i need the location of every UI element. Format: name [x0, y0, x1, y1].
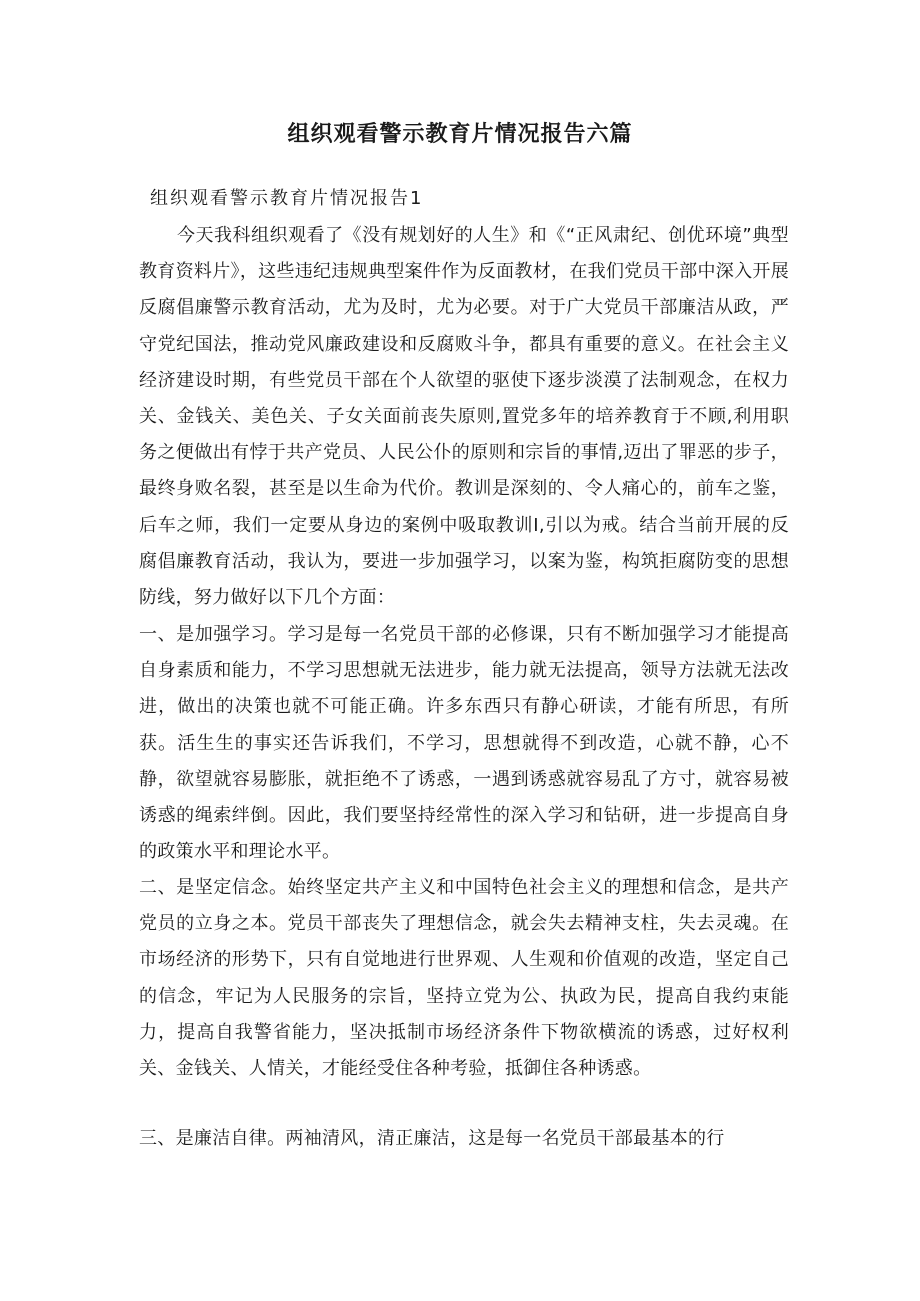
paragraph-point-three: 三、是廉洁自律。两袖清风，清正廉洁，这是每一名党员干部最基本的行 — [139, 1128, 725, 1149]
document-title: 组织观看警示教育片情况报告六篇 — [287, 122, 633, 147]
paragraph-point-two: 二、是坚定信念。始终坚定共产主义和中国特色社会主义的理想和信念，是共产党员的立身之本。党员干部丧失了理想信念，就会失去精神支柱，失去灵魂。在市场经济的形势下，只有自觉地进行世界观、人生观和价值观的改造，坚定自己的信念，牢记为人民服务的宗旨，坚持立党为公、执政为民，提高自我约束能力，提高自我警省能力，坚决抵制市场经济条件下物欲横流的诱惑，过好权利关、金钱关、人情关，才能经受住各种考验，抵御住各种诱惑。 — [139, 877, 789, 1080]
paragraph-point-one: 一、是加强学习。学习是每一名党员干部的必修课，只有不断加强学习才能提高自身素质和能力，不学习思想就无法进步，能力就无法提高，领导方法就无法改进，做出的决策也就不可能正确。许多东西只有静心研读，才能有所思，有所获。活生生的事实还告诉我们，不学习，思想就得不到改造，心就不静，心不静，欲望就容易膨胀，就拒绝不了诱惑，一遇到诱惑就容易乱了方寸，就容易被诱惑的绳索绊倒。因此，我们要坚持经常性的深入学习和钻研，进一步提高自身的政策水平和理论水平。 — [139, 624, 789, 863]
section-heading: 组织观看警示教育片情况报告1 — [150, 188, 424, 209]
paragraph-intro: 今天我科组织观看了《没有规划好的人生》和《“正风肃纪、创优环境”典型教育资料片》，这些违纪违规典型案件作为反面教材，在我们党员干部中深入开展反腐倡廉警示教育活动，尤为及时，尤为必要。对于广大党员干部廉洁从政，严守党纪国法，推动党风廉政建设和反腐败斗争，都具有重要的意义。在社会主义经济建设时期，有些党员干部在个人欲望的驱使下逐步淡漠了法制观念，在权力关、金钱关、美色关、子女关面前丧失原则,置党多年的培养教育于不顾,利用职务之便做出有悖于共产党员、人民公仆的原则和宗旨的事情,迈出了罪恶的步子，最终身败名裂，甚至是以生命为代价。教训是深刻的、令人痛心的，前车之鉴，后车之师，我们一定要从身边的案例中吸取教训I,引以为戒。结合当前开展的反腐倡廉教育活动，我认为，要进一步加强学习，以案为鉴，构筑拒腐防变的思想防线，努力做好以下几个方面： — [139, 225, 789, 609]
